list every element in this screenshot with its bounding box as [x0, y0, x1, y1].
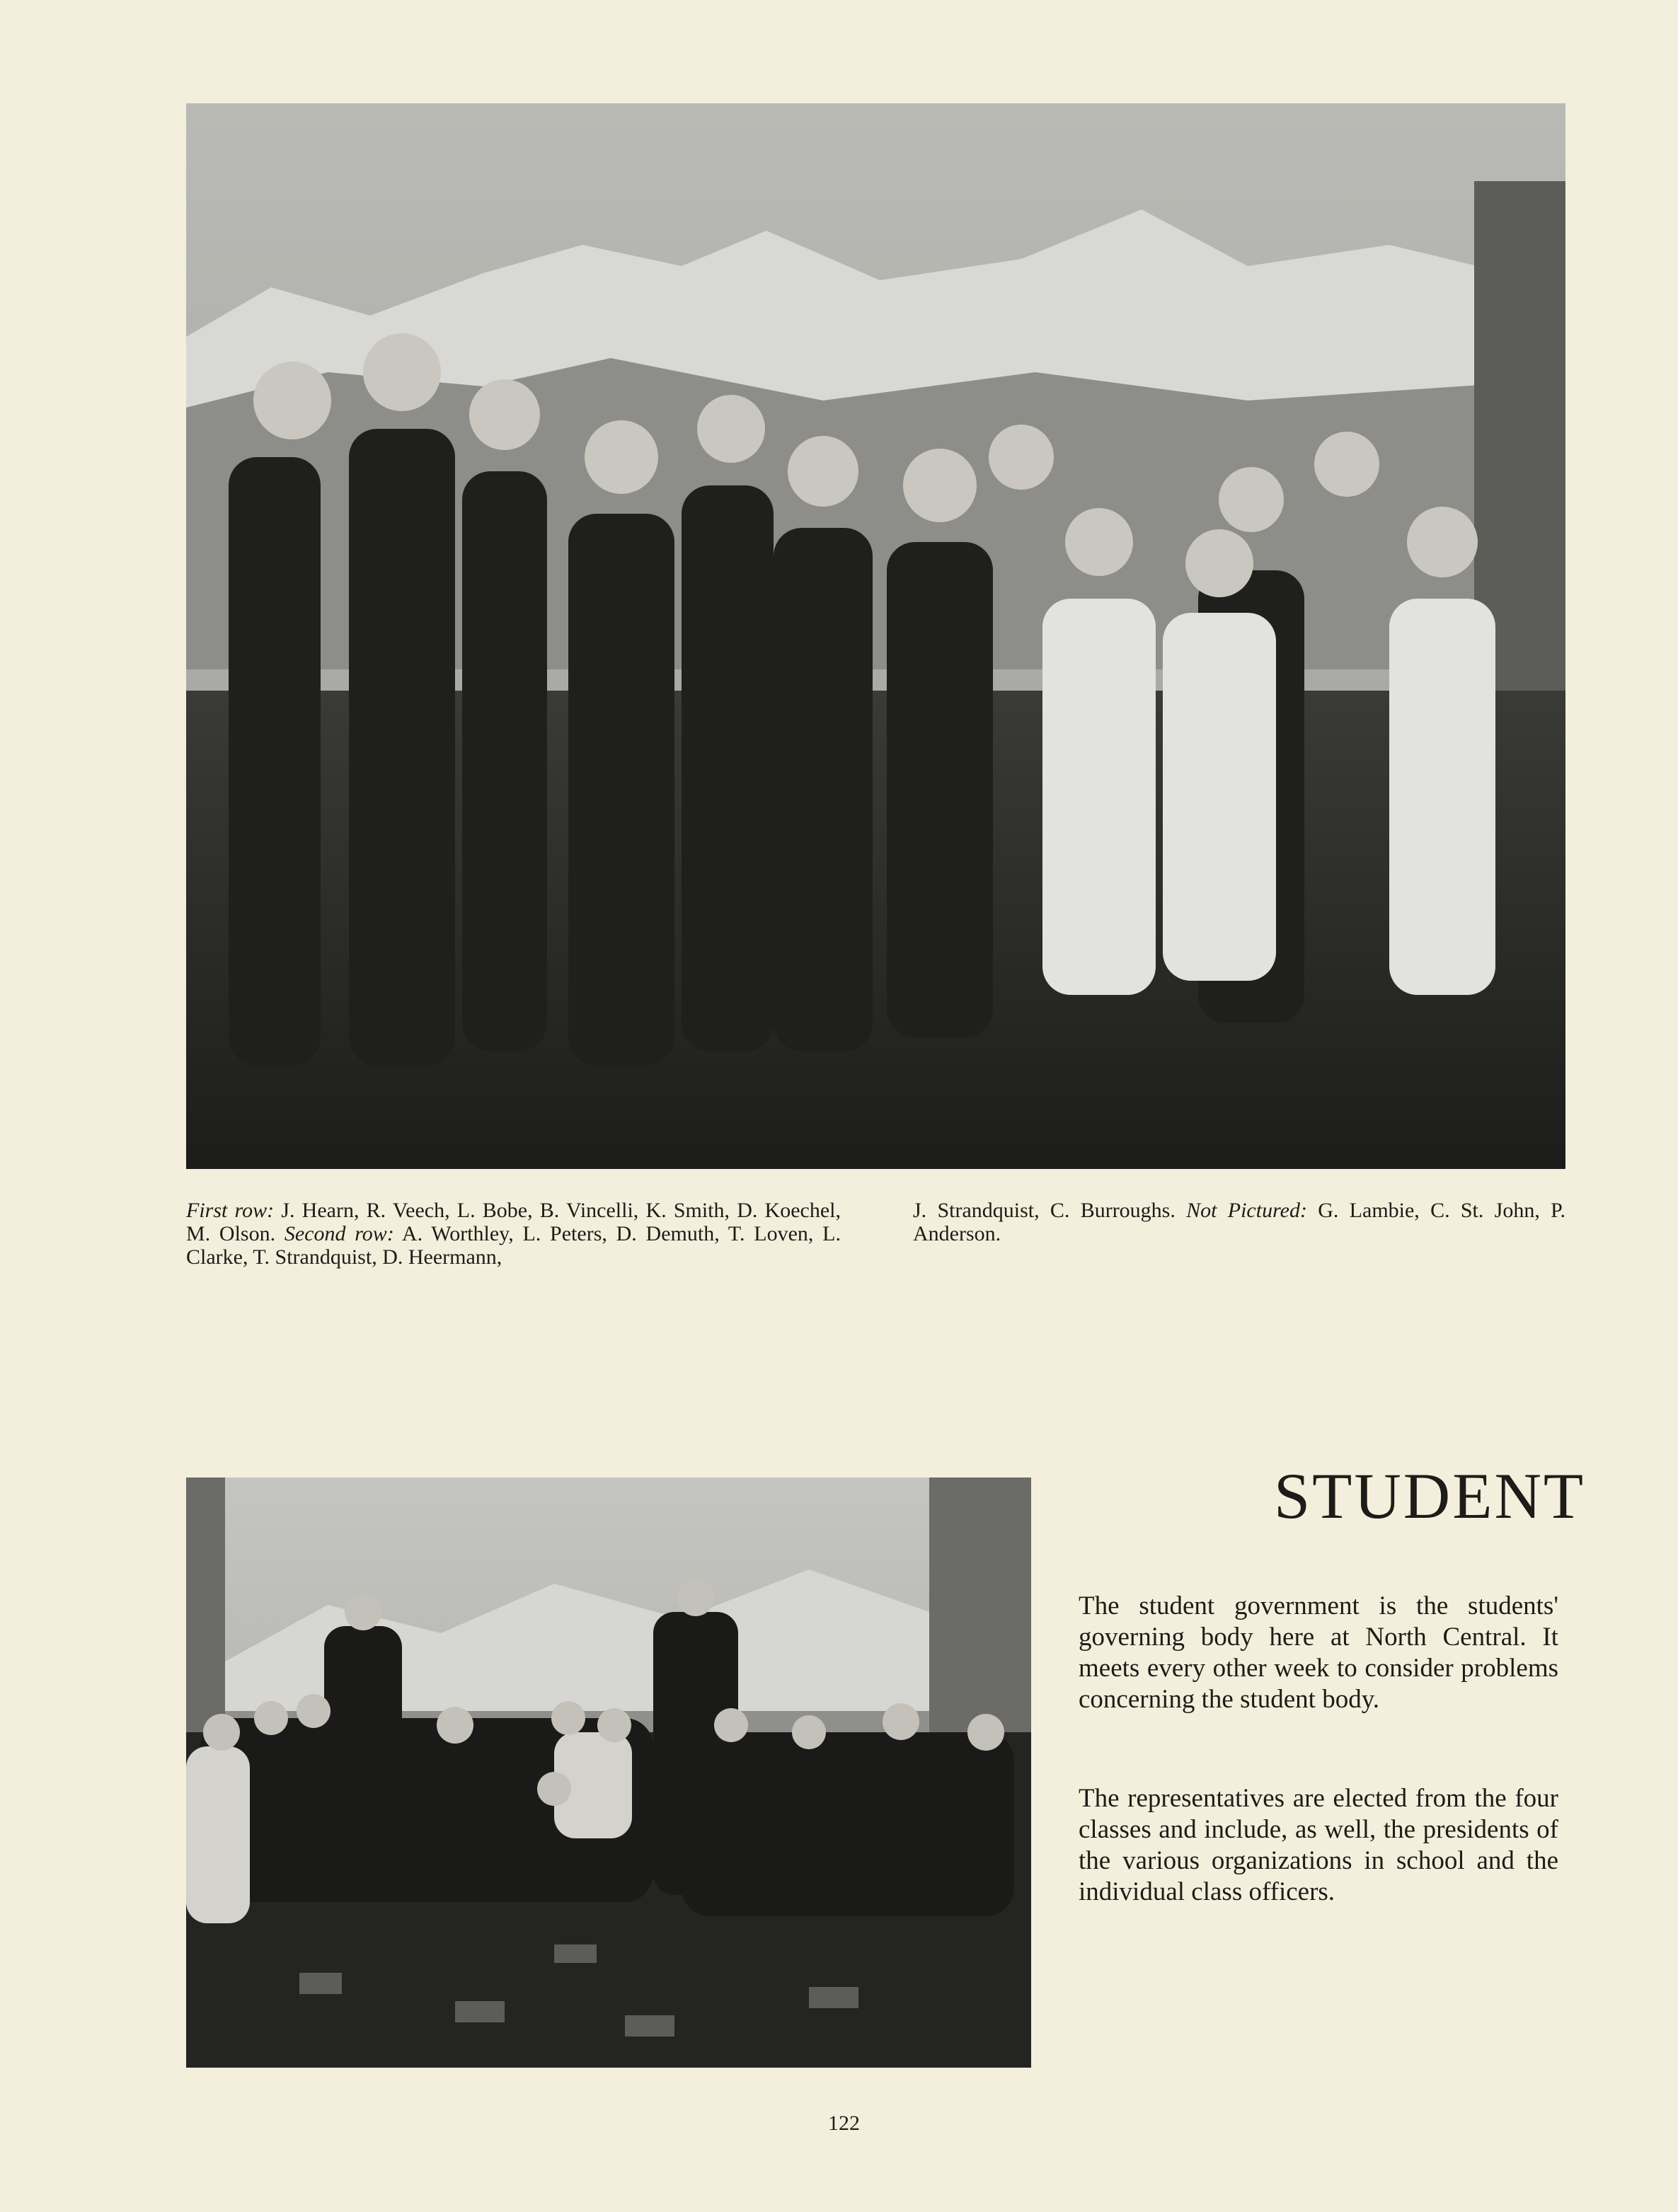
second-row-names: A. Worthley, L. Peters, D. Demuth, T. Loven, L. Clarke, T. Strandquist, D. Heermann, — [186, 1222, 841, 1269]
group-photo-top — [186, 103, 1565, 1169]
page-number: 122 — [828, 2112, 860, 2135]
top-photo-caption-left — [186, 1199, 841, 1269]
first-row-label: First row: — [186, 1199, 275, 1222]
top-photo-caption-right — [913, 1199, 1565, 1245]
group-photo-bottom — [186, 1477, 1031, 2068]
second-row-names-cont: J. Strandquist, C. Burroughs. — [913, 1199, 1187, 1222]
second-row-label: Second row: — [284, 1222, 394, 1245]
body-paragraph-1: The student government is the students' governing body here at North Central. It meets every other week to consider problems concerning the student body. — [1079, 1591, 1558, 1714]
section-title: STUDENT — [1274, 1460, 1586, 1532]
body-paragraph-2: The representatives are elected from the four classes and include, as well, the presidents of the various organizations in school and the individual class officers. — [1079, 1784, 1558, 1906]
group-photo-bottom-illustration — [186, 1477, 1031, 2068]
not-pictured-names: G. Lambie, C. St. John, P. Anderson. — [913, 1199, 1565, 1245]
not-pictured-label: Not Pictured: — [1186, 1199, 1307, 1222]
group-photo-top-illustration — [186, 103, 1565, 1169]
first-row-names: J. Hearn, R. Veech, L. Bobe, B. Vincelli, K. Smith, D. Koechel, M. Olson. — [186, 1199, 841, 1245]
